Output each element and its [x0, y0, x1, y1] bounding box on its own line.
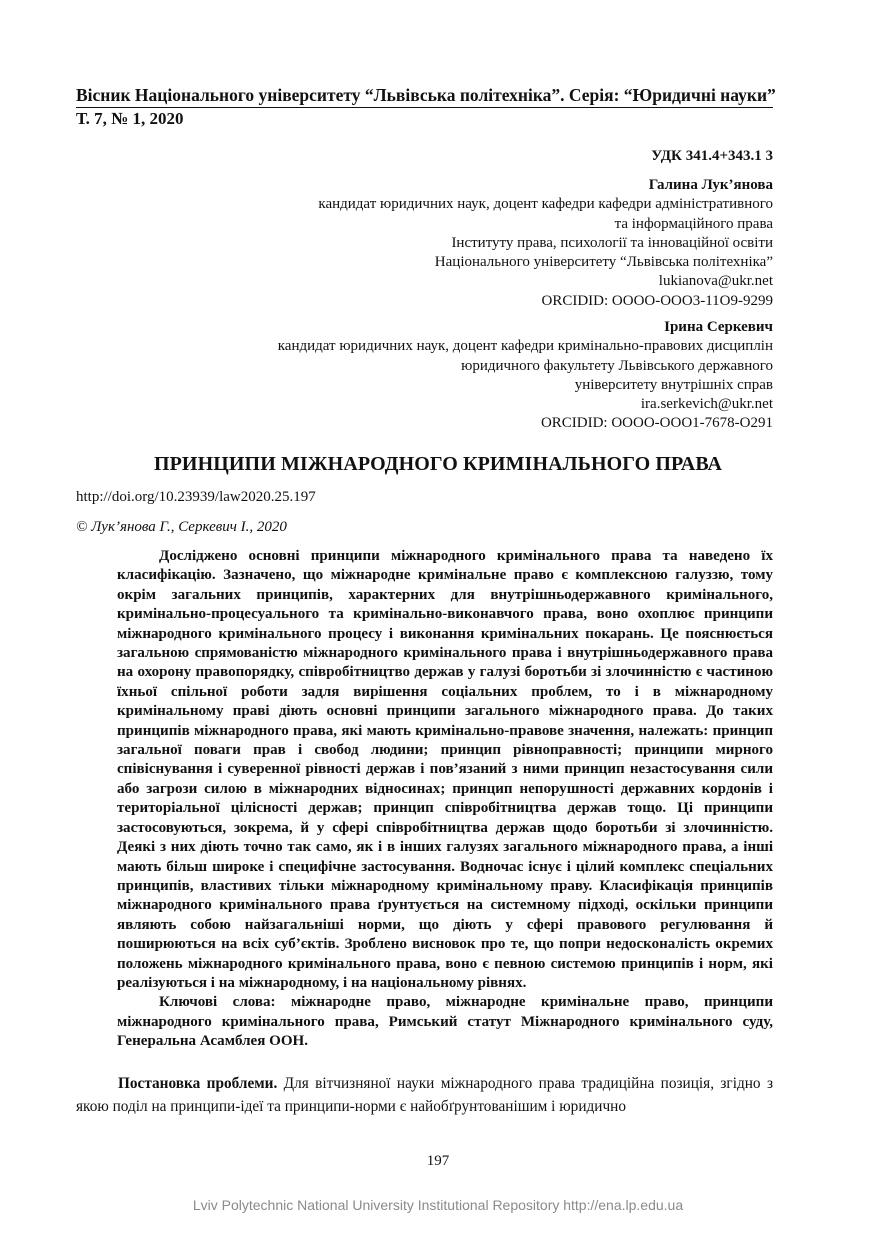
- page-number: 197: [426, 1153, 450, 1169]
- abstract-text: Досліджено основні принципи міжнародного кримінального права та наведено їх класифікацію. Зазначено, що міжнародне кримінальне право є комплексною галуззю, тому окрім загальних принципів, характерних для внутрішньодержавного кримінального, кримінально-процесуального та кримінально-виконавчого права, воно охоплює принципи міжнародного кримінального процесу і виконання кримінальних покарань. Це пояснюється загальною спрямованістю міжнародного кримінального права і внутрішньодержавного права на охорону правопорядку, співробітництво держав у галузі боротьби зі злочинністю є частиною їхньої спільної роботи задля вирішення соціальних проблем, то і в міжнародному кримінальному праві діють основні принципи загального міжнародного права. До таких принципів міжнародного права, які мають кримінально-правове значення, належать: принцип загальної поваги прав і свобод людини; принцип рівноправності; принципи мирного співіснування і суверенної рівності держав і пов’язаний з ними принцип незастосування сили або загрози силою в міжнародних відносинах; принцип непорушності державних кордонів і територіальної цілісності держав; принцип співробітництва держав тощо. Ці принципи застосовуються, зокрема, й у сфері співробітництва держав щодо боротьби зі злочинністю. Деякі з них діють точно так само, як і в інших галузях загального міжнародного права, а інші мають більш широке і специфічне застосування. Водночас існує і цілий комплекс спеціальних принципів, властивих тільки міжнародному кримінальному праву. Класифікація принципів міжнародного кримінального права ґрунтується на системному підході, оскільки принципи являють собою найзагальніші норми, що діють у сфері правового регулювання й поширюються на всіх суб’єктів. Зроблено висновок про те, що попри недосконалість окремих положень міжнародного кримінального права, воно є певною системою принципів і норм, які реалізуються і на міжнародному, і на національному рівнях.: [117, 548, 773, 991]
- author-orcid: ORCIDID: OOOO-OOO1-7678-O291: [540, 415, 773, 432]
- author-email: lukianova@ukr.net: [658, 273, 773, 290]
- author-name: Галина Лук’янова: [648, 177, 773, 193]
- author-affiliation-line: кандидат юридичних наук, доцент кафедри кримінально-правових дисциплін: [277, 338, 773, 355]
- doi-link: http://doi.org/10.23939/law2020.25.197: [76, 489, 316, 505]
- author-affiliation-line: Національного університету “Львівська політехніка”: [434, 254, 773, 271]
- intro-section: [76, 1073, 773, 1118]
- section-heading-inline: Постановка проблеми.: [118, 1075, 278, 1092]
- author-affiliation-line: університету внутрішніх справ: [574, 376, 773, 393]
- keywords-text: Ключові слова: міжнародне право, міжнародне кримінальне право, принципи міжнародного кримінального права, Римський статут Міжнародного кримінального суду, Генеральна Асамблея ООН.: [117, 994, 773, 1050]
- copyright-line: © Лук’янова Г., Серкевич І., 2020: [76, 519, 287, 535]
- author-affiliation-line: та інформаційного права: [614, 215, 773, 232]
- author-affiliation-line: Інституту права, психології та інноваційної освіти: [451, 234, 773, 251]
- author-name: Ірина Серкевич: [664, 319, 773, 335]
- author-affiliation-line: кандидат юридичних наук, доцент кафедри кафедри адміністративного: [318, 196, 773, 213]
- author-email: ira.serkevich@ukr.net: [640, 396, 773, 413]
- intro-paragraph: [76, 1073, 773, 1118]
- intro-text: Для вітчизняної науки міжнародного права традиційна позиція, згідно з якою поділ на принципи-ідеї та принципи-норми є найобґрунтованішим і юридично: [76, 1075, 773, 1115]
- author-orcid: ORCIDID: OOOO-OOO3-11O9-9299: [541, 292, 773, 309]
- author-block-2: [278, 318, 773, 434]
- repository-footer: Lviv Polytechnic National University Institutional Repository http://ena.lp.edu.ua: [192, 1197, 684, 1213]
- udc-code: УДК 341.4+343.1 3: [651, 148, 773, 164]
- article-title: ПРИНЦИПИ МІЖНАРОДНОГО КРИМІНАЛЬНОГО ПРАВА: [153, 453, 723, 475]
- author-affiliation-line: юридичного факультету Львівського державного: [461, 357, 773, 374]
- volume-issue: Т. 7, № 1, 2020: [76, 109, 184, 128]
- author-block-1: [318, 176, 773, 311]
- abstract-block: [117, 547, 773, 1052]
- journal-header: Вісник Національного університету “Львівська політехніка”. Серія: “Юридичні науки”: [76, 84, 773, 108]
